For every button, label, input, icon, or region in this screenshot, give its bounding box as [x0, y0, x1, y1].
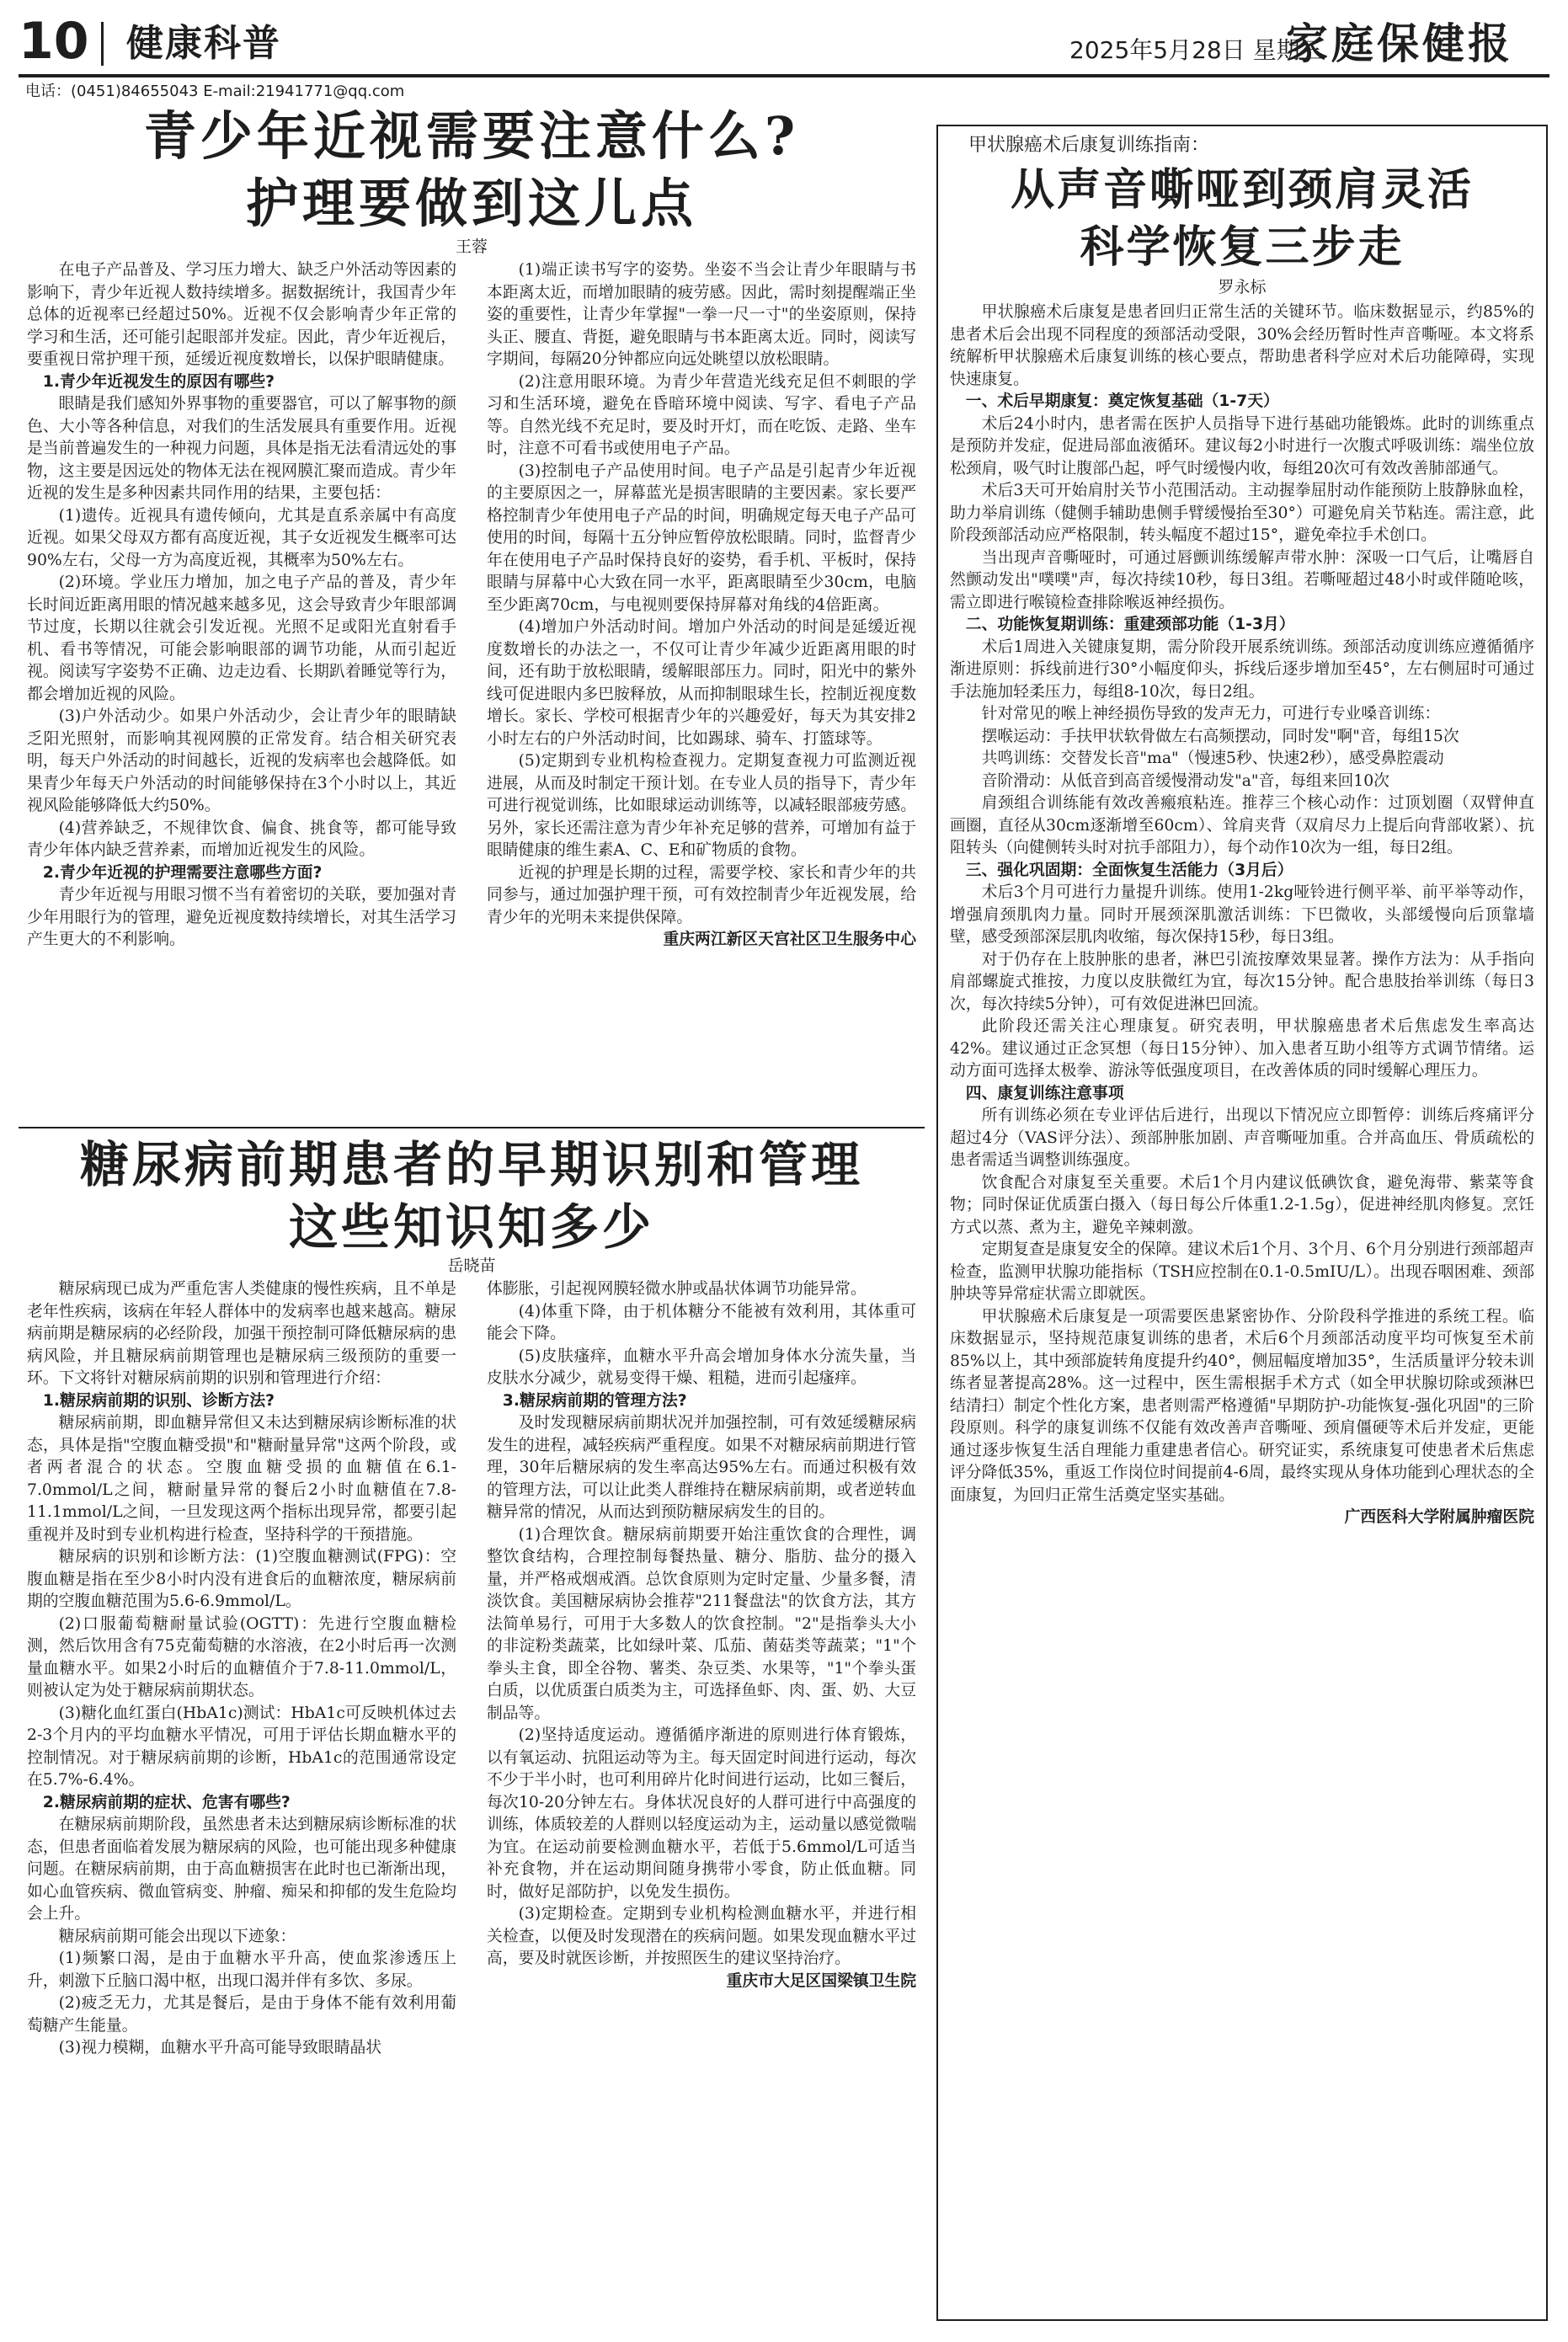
paragraph: 体膨胀，引起视网膜轻微水肿或晶状体调节功能异常。 [487, 1280, 867, 1298]
article1-headline [51, 103, 893, 237]
source-credit: 重庆两江新区天宫社区卫生服务中心 [663, 931, 916, 948]
paragraph: 及时发现糖尿病前期状况并加强控制，可有效延缓糖尿病发生的进程，减轻疾病严重程度。如果不对糖尿病前期进行管理，30年后糖尿病的发生率高达95%左右。而通过积极有效的管理方法，可以让此类人群维持在糖尿病前期，或者逆转血糖异常的情况，从而达到预防糖尿病发生的目的。 [487, 1414, 916, 1521]
paragraph: (2)口服葡萄糖耐量试验(OGTT)：先进行空腹血糖检测，然后饮用含有75克葡萄糖的水溶液，在2小时后再一次测量血糖水平。如果2小时后的血糖值介于7.8-11.0mmol/L，则被认定为处于糖尿病前期状态。 [27, 1614, 456, 1699]
paragraph: (4)营养缺乏，不规律饮食、偏食、挑食等，都可能导致青少年体内缺乏营养素，而增加近视发生的风险。 [27, 819, 456, 859]
article2-title-line2: 这些知识知多少 [288, 1198, 654, 1256]
paragraph: (3)户外活动少。如果户外活动少，会让青少年的眼睛缺乏阳光照射，而影响其视网膜的正常发育。结合相关研究表明，每天户外活动的时间越长，近视的发病率也会越降低。如果青少年每天户外活动的时间能够保持在3个小时以上，其近视风险能够降低大约50%。 [27, 707, 456, 814]
article2-byline: 岳晓苗 [447, 1256, 496, 1275]
paragraph: 术后3个月可进行力量提升训练。使用1-2kg哑铃进行侧平举、前平举等动作，增强肩颈肌肉力量。同时开展颈深肌激活训练：下巴微收，头部缓慢向后顶靠墙壁，感受颈部深层肌肉收缩，每次保持15秒，每日3组。 [950, 883, 1534, 946]
page-number: 10 [19, 12, 89, 71]
paragraph: 甲状腺癌术后康复是患者回归正常生活的关键环节。临床数据显示，约85%的患者术后会出现不同程度的颈部活动受限，30%会经历暂时性声音嘶哑。本文将系统解析甲状腺癌术后康复训练的核心要点，帮助患者科学应对术后功能障碍，实现快速康复。 [950, 303, 1534, 388]
paragraph: (3)定期检查。定期到专业机构检测血糖水平，并进行相关检查，以便及时发现潜在的疾病问题。如果发现血糖水平过高，要及时就医诊断，并按照医生的建议坚持治疗。 [487, 1905, 916, 1967]
article2-column-2 [487, 1278, 916, 1993]
paragraph: 糖尿病前期，即血糖异常但又未达到糖尿病诊断标准的状态，具体是指"空腹血糖受损"和"糖耐量异常"这两个阶段，或者两者混合的状态。空腹血糖受损的血糖值在6.1-7.0mmol/L之间，糖耐量异常的餐后2小时血糖值在7.8-11.1mmol/L之间，一旦发现这两个指标出现异常，都要引起重视并及时到专业机构进行检查，坚持科学的干预措施。 [27, 1414, 456, 1544]
article3-title-line1: 从声音嘶哑到颈肩灵活 [1010, 164, 1474, 216]
paragraph: 眼睛是我们感知外界事物的重要器官，可以了解事物的颜色、大小等各种信息，对我们的生活发展具有重要作用。近视是当前普遍发生的一种视力问题，具体是指无法看清远处的事物，这主要是因远处的物体无法在视网膜汇聚而造成。青少年近视的发生是多种因素共同作用的结果，主要包括： [27, 395, 456, 502]
paragraph: 近视的护理是长期的过程，需要学校、家长和青少年的共同参与，通过加强护理干预，可有效控制青少年近视发展，给青少年的光明未来提供保障。 [487, 863, 916, 926]
paragraph: (4)增加户外活动时间。增加户外活动的时间是延缓近视度数增长的办法之一，不仅可让青少年减少近距离用眼的时间，还有助于放松眼睛，缓解眼部压力。同时，阳光中的紫外线可促进眼内多巴胺释放，从而抑制眼球生长，控制近视度数增长。家长、学校可根据青少年的兴趣爱好，每天为其安排2小时左右的户外活动时间，比如踢球、骑车、打篮球等。 [487, 618, 916, 748]
paragraph: (2)环境。学业压力增加，加之电子产品的普及，青少年长时间近距离用眼的情况越来越多见，这会导致青少年眼部调节过度，长期以往就会引发近视。光照不足或阳光直射看手机、看书等情况，可能会影响眼部的调节功能，从而引起近视。阅读写字姿势不正确、边走边看、长期趴着睡觉等行为，都会增加近视的风险。 [27, 573, 456, 703]
paragraph: (1)频繁口渴，是由于血糖水平升高，使血浆渗透压上升，刺激下丘脑口渴中枢，出现口渴并伴有多饮、多尿。 [27, 1950, 456, 1990]
newspaper-name: 家庭保健报 [1286, 19, 1513, 68]
article1-byline: 王蓉 [455, 237, 488, 256]
section-title: 健康科普 [126, 22, 281, 65]
masthead-divider [101, 22, 104, 66]
article2-column-1 [27, 1278, 456, 2060]
paragraph: 术后24小时内，患者需在医护人员指导下进行基础功能锻炼。此时的训练重点是预防并发症，促进局部血液循环。建议每2小时进行一次腹式呼吸训练：端坐位放松颈肩，吸气时让腹部凸起，呼气时缓慢内收，每组20次可有效改善肺部通气。 [950, 414, 1534, 477]
paragraph: 针对常见的喉上神经损伤导致的发声无力，可进行专业嗓音训练： [981, 705, 1441, 723]
paragraph: (2)疲乏无力，尤其是餐后，是由于身体不能有效利用葡萄糖产生能量。 [27, 1994, 456, 2035]
subheading: 2.青少年近视的护理需要注意哪些方面? [42, 863, 323, 882]
paragraph: (3)糖化血红蛋白(HbA1c)测试：HbA1c可反映机体过去2-3个月内的平均血糖水平情况，可用于评估长期血糖水平的控制情况。对于糖尿病前期的诊断，HbA1c的范围通常设定在5.7%-6.4%。 [27, 1704, 456, 1789]
article3-kicker: 甲状腺癌术后康复训练指南： [968, 135, 1210, 156]
subheading: 1.青少年近视发生的原因有哪些? [42, 372, 275, 391]
article2-headline [34, 1134, 909, 1258]
paragraph: 定期复查是康复安全的保障。建议术后1个月、3个月、6个月分别进行颈部超声检查，监测甲状腺功能指标（TSH应控制在0.1-0.5mIU/L）。出现吞咽困难、颈部肿块等异常症状需立即就医。 [950, 1240, 1534, 1303]
subheading: 2.糖尿病前期的症状、危害有哪些? [42, 1793, 291, 1811]
paragraph: 术后1周进入关键康复期，需分阶段开展系统训练。颈部活动度训练应遵循循序渐进原则：拆线前进行30°小幅度仰头，拆线后逐步增加至45°，左右侧屈时可通过手法施加轻柔压力，每组8-10次，每日2组。 [950, 638, 1534, 701]
paragraph: 糖尿病前期可能会出现以下迹象： [58, 1927, 296, 1945]
subheading: 一、术后早期康复：奠定恢复基础（1-7天） [965, 392, 1279, 410]
paragraph: 饮食配合对康复至关重要。术后1个月内建议低碘饮食，避免海带、紫菜等食物；同时保证优质蛋白摄入（每日每公斤体重1.2-1.5g），促进神经肌肉修复。烹饪方式以蒸、煮为主，避免辛辣刺激。 [950, 1173, 1534, 1236]
paragraph: (4)体重下降，由于机体糖分不能被有效利用，其体重可能会下降。 [487, 1302, 916, 1342]
article1-column-1 [27, 259, 456, 952]
subheading: 四、康复训练注意事项 [965, 1084, 1124, 1102]
article3-headline [945, 162, 1539, 276]
article1-column-2 [487, 259, 916, 952]
paragraph: (1)端正读书写字的姿势。坐姿不当会让青少年眼睛与书本距离太近，而增加眼睛的疲劳感。因此，需时刻提醒端正坐姿的重要性，让青少年掌握"一拳一尺一寸"的坐姿原则，保持头正、腰直、背挺，避免眼睛与书本距离太近。同时，阅读写字期间，每隔20分钟都应向远处眺望以放松眼睛。 [487, 261, 916, 368]
article3-title-line2: 科学恢复三步走 [1080, 221, 1405, 273]
article3-body [950, 301, 1534, 1529]
article2-title-line1: 糖尿病前期患者的早期识别和管理 [79, 1136, 863, 1193]
masthead-rule [19, 74, 1549, 77]
paragraph: 糖尿病现已成为严重危害人类健康的慢性疾病，且不单是老年性疾病，该病在年轻人群体中的发病率也越来越高。糖尿病前期是糖尿病的必经阶段，加强干预控制可降低糖尿病的患病风险，并且糖尿病前期管理也是糖尿病三级预防的重要一环。下文将针对糖尿病前期的识别和管理进行介绍： [27, 1280, 456, 1387]
paragraph: (2)坚持适度运动。遵循循序渐进的原则进行体育锻炼，以有氧运动、抗阻运动等为主。每天固定时间进行运动，每次不少于半小时，也可利用碎片化时间进行运动，比如三餐后，每次10-20分钟左右。身体状况良好的人群可进行中高强度的训练，体质较差的人群则以轻度运动为主，运动量以感觉微喘为宜。在运动前要检测血糖水平，若低于5.6mmol/L可适当补充食物，并在运动期间随身携带小零食，防止低血糖。同时，做好足部防护，以免发生损伤。 [487, 1726, 916, 1901]
article3-byline: 罗永标 [1218, 278, 1267, 296]
paragraph: 此阶段还需关注心理康复。研究表明，甲状腺癌患者术后焦虑发生率高达42%。建议通过正念冥想（每日15分钟）、加入患者互助小组等方式调节情绪。运动方面可选择太极拳、游泳等低强度项目，在改善体质的同时缓解心理压力。 [950, 1017, 1534, 1080]
subheading: 1.糖尿病前期的识别、诊断方法? [42, 1391, 275, 1410]
masthead [19, 12, 1549, 77]
paragraph: 甲状腺癌术后康复是一项需要医患紧密协作、分阶段科学推进的系统工程。临床数据显示，坚持规范康复训练的患者，术后6个月颈部活动度平均可恢复至术前85%以上，其中颈部旋转角度提升约40°，侧屈幅度增加35°，生活质量评分较未训练者显著提高28%。这一过程中，医生需根据手术方式（如全甲状腺切除或颈淋巴结清扫）制定个性化方案，患者则需严格遵循"早期防护-功能恢复-强化巩固"的三阶段原则。科学的康复训练不仅能有效改善声音嘶哑、颈肩僵硬等术后并发症，更能通过逐步恢复生活自理能力重建患者信心。研究证实，系统康复可使患者术后焦虑评分降低35%，重返工作岗位时间提前4-6周，最终实现从身体功能到心理状态的全面康复，为回归正常生活奠定坚实基础。 [950, 1307, 1534, 1504]
article2-separator [19, 1127, 925, 1128]
paragraph: 糖尿病的识别和诊断方法：(1)空腹血糖测试(FPG)：空腹血糖是指在至少8小时内没有进食后的血糖浓度，糖尿病前期的空腹血糖范围为5.6-6.9mmol/L。 [27, 1548, 456, 1610]
paragraph: 在糖尿病前期阶段，虽然患者未达到糖尿病诊断标准的状态，但患者面临着发展为糖尿病的风险，也可能出现多种健康问题。在糖尿病前期，由于高血糖损害在此时也已渐渐出现，如心血管疾病、微血管病变、肿瘤、痴呆和抑郁的发生危险均会上升。 [27, 1816, 456, 1923]
paragraph: 在电子产品普及、学习压力增大、缺乏户外活动等因素的影响下，青少年近视人数持续增多。据数据统计，我国青少年总体的近视率已经超过50%。近视不仅会影响青少年正常的学习和生活，还可能引起眼部并发症。因此，青少年近视后，要重视日常护理干预，延缓近视度数增长，以保护眼睛健康。 [27, 261, 456, 368]
paragraph: (3)控制电子产品使用时间。电子产品是引起青少年近视的主要原因之一，屏幕蓝光是损害眼睛的主要因素。家长要严格控制青少年使用电子产品的时间，明确规定每天电子产品可使用的时间，每隔十五分钟应暂停放松眼睛。同时，监督青少年在使用电子产品时保持良好的姿势，看手机、平板时，保持眼睛与屏幕中心大致在同一水平，距离眼睛至少30cm，电脑至少距离70cm，与电视则要保持屏幕对角线的4倍距离。 [487, 461, 916, 614]
paragraph: (1)合理饮食。糖尿病前期要开始注重饮食的合理性，调整饮食结构，合理控制每餐热量、糖分、脂肪、盐分的摄入量，并严格戒烟戒酒。总饮食原则为定时定量、少量多餐，清淡饮食。美国糖尿病协会推荐"211餐盘法"的饮食方法，其方法简单易行，可用于大多数人的饮食控制。"2"是指拳头大小的非淀粉类蔬菜，比如绿叶菜、瓜茄、菌菇类等蔬菜；"1"个拳头主食，即全谷物、薯类、杂豆类、水果等，"1"个拳头蛋白质，以优质蛋白质类为主，可选择鱼虾、肉、蛋、奶、大豆制品等。 [487, 1525, 916, 1722]
article1-title-line2: 护理要做到这儿点 [245, 173, 697, 234]
paragraph: 肩颈组合训练能有效改善瘢痕粘连。推荐三个核心动作：过顶划圈（双臂伸直画圈，直径从30cm逐渐增至60cm）、耸肩夹背（双肩尽力上提后向背部收紧）、抗阻转头（向健侧转头时对抗手部阻力），每个动作10次为一组，每日2组。 [950, 794, 1534, 856]
paragraph: (5)皮肤瘙痒，血糖水平升高会增加身体水分流失量，当皮肤水分减少，就易变得干燥、粗糙，进而引起瘙痒。 [487, 1347, 916, 1387]
paragraph: 摆喉运动：手扶甲状软骨做左右高频摆动，同时发"啊"音，每组15次 [981, 727, 1459, 745]
contact-line: 电话：(0451)84655043 E-mail:21941771@qq.com [25, 83, 405, 100]
paragraph: 青少年近视与用眼习惯不当有着密切的关联，要加强对青少年用眼行为的管理，避免近视度数持续增长，对其生活学习产生更大的不利影响。 [27, 886, 456, 948]
paragraph: 对于仍存在上肢肿胀的患者，淋巴引流按摩效果显著。操作方法为：从手指向肩部螺旋式推按，力度以皮肤微红为宜，每次15分钟。配合患肢抬举训练（每日3次，每次持续5分钟），可有效促进淋巴回流。 [950, 950, 1534, 1013]
paragraph: (1)遗传。近视具有遗传倾向，尤其是直系亲属中有高度近视。如果父母双方都有高度近视，其子女近视发生概率可达90%左右，父母一方为高度近视，其概率为50%左右。 [27, 506, 456, 569]
paragraph: 共鸣训练：交替发长音"ma"（慢速5秒、快速2秒），感受鼻腔震动 [981, 750, 1444, 767]
issue-date: 2025年5月28日 星期三 [1069, 36, 1324, 64]
paragraph: 所有训练必须在专业评估后进行，出现以下情况应立即暂停：训练后疼痛评分超过4分（VAS评分法）、颈部肿胀加剧、声音嘶哑加重。合并高血压、骨质疏松的患者需适当调整训练强度。 [950, 1107, 1534, 1169]
source-credit: 广西医科大学附属肿瘤医院 [1344, 1508, 1534, 1526]
paragraph: (5)定期到专业机构检查视力。定期复查视力可监测近视进展，从而及时制定干预计划。在专业人员的指导下，青少年可进行视觉训练，比如眼球运动训练等，以减轻眼部疲劳感。另外，家长还需注意为青少年补充足够的营养，可增加有益于眼睛健康的维生素A、C、E和矿物质的食物。 [487, 752, 916, 859]
paragraph: 术后3天可开始肩肘关节小范围活动。主动握拳屈肘动作能预防上肢静脉血栓，助力举肩训练（健侧手辅助患侧手臂缓慢抬至30°）可避免肩关节粘连。需注意，此阶段颈部活动应严格限制，转头幅度不超过15°，避免牵拉手术创口。 [950, 482, 1534, 544]
paragraph: 音阶滑动：从低音到高音缓慢滑动发"a"音，每组来回10次 [981, 771, 1389, 790]
subheading: 二、功能恢复期训练：重建颈部功能（1-3月） [965, 616, 1295, 633]
subheading: 三、强化巩固期：全面恢复生活能力（3月后） [965, 861, 1293, 879]
paragraph: 当出现声音嘶哑时，可通过唇颤训练缓解声带水肿：深吸一口气后，让嘴唇自然颤动发出"噗噗"声，每次持续10秒，每日3组。若嘶哑超过48小时或伴随呛咳，需立即进行喉镜检查排除喉返神经损伤。 [950, 548, 1534, 611]
source-credit: 重庆市大足区国梁镇卫生院 [726, 1971, 916, 1990]
paragraph: (3)视力模糊，血糖水平升高可能导致眼睛晶状 [58, 2039, 382, 2057]
article1-title-line1: 青少年近视需要注意什么? [143, 105, 800, 167]
paragraph: (2)注意用眼环境。为青少年营造光线充足但不刺眼的学习和生活环境，避免在昏暗环境中阅读、写字、看电子产品等。自然光线不充足时，要及时开灯，而在吃饭、走路、坐车时，注意不可看书或使用电子产品。 [487, 372, 916, 457]
subheading: 3.糖尿病前期的管理方法? [502, 1391, 687, 1410]
